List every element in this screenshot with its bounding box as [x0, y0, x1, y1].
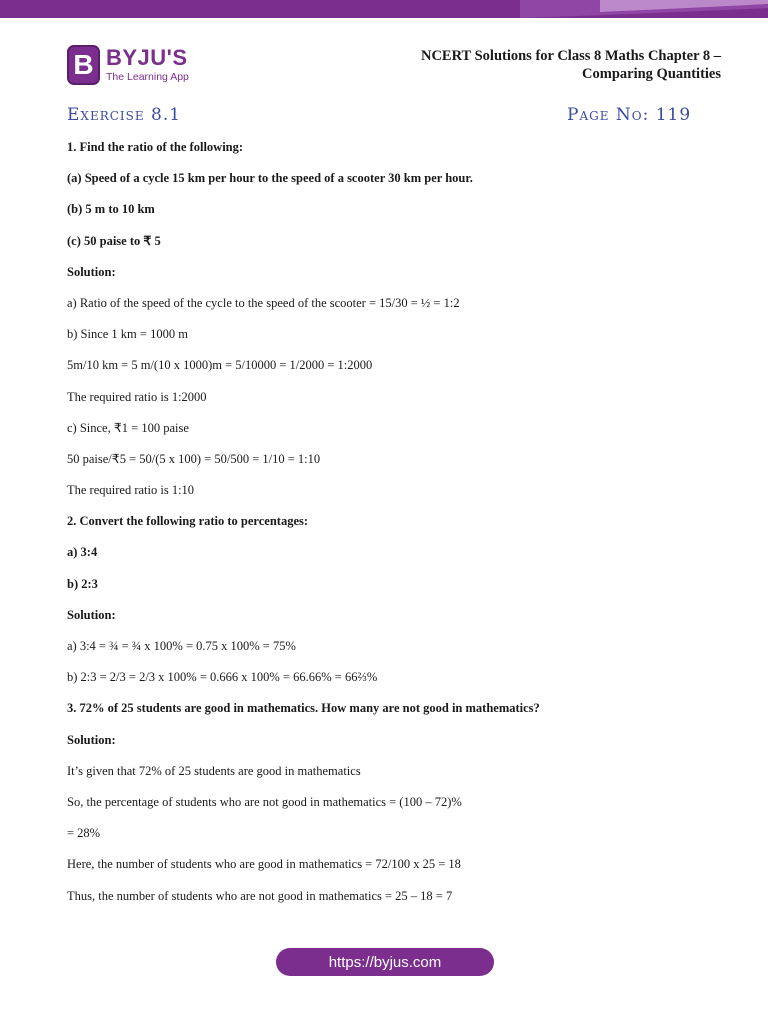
exercise-heading: Exercise 8.1	[67, 105, 182, 125]
footer-url-link[interactable]: https://byjus.com	[276, 948, 494, 976]
solution-line: 50 paise/₹5 = 50/(5 x 100) = 50/500 = 1/10 = 1:10	[67, 451, 321, 466]
question-line: Solution:	[67, 607, 116, 622]
solution-line: It’s given that 72% of 25 students are good in mathematics	[67, 763, 361, 778]
solution-line: The required ratio is 1:10	[67, 483, 195, 498]
solution-line: a) 3:4 = ¾ = ¾ x 100% = 0.75 x 100% = 75%	[67, 639, 296, 653]
question-line: 2. Convert the following ratio to percentages:	[67, 514, 309, 529]
document-title-line2: Comparing Quantities	[582, 66, 721, 82]
solution-line: a) Ratio of the speed of the cycle to the speed of the scooter = 15/30 = ½ = 1:2	[67, 295, 460, 310]
solution-line: So, the percentage of students who are not good in mathematics = (100 – 72)%	[67, 794, 462, 809]
brand-logo	[67, 45, 189, 85]
solution-line: c) Since, ₹1 = 100 paise	[67, 420, 189, 435]
top-banner	[0, 0, 768, 22]
question-line: Solution:	[67, 732, 116, 747]
question-line: Solution:	[67, 264, 116, 279]
solution-line: The required ratio is 1:2000	[67, 389, 207, 404]
solution-line: Thus, the number of students who are not good in mathematics = 25 – 18 = 7	[67, 888, 453, 903]
question-line: a) 3:4	[67, 545, 98, 560]
brand-logo-text	[106, 47, 189, 83]
top-banner-graphic	[0, 0, 768, 22]
solution-line: 5m/10 km = 5 m/(10 x 1000)m = 5/10000 = 1/2000 = 1:2000	[67, 358, 373, 373]
solution-line: b) Since 1 km = 1000 m	[67, 327, 188, 342]
question-line: 3. 72% of 25 students are good in mathematics. How many are not good in mathematics?	[67, 701, 540, 716]
brand-tagline: The Learning App	[106, 71, 189, 84]
question-line: 1. Find the ratio of the following:	[67, 140, 244, 154]
document-body	[67, 139, 727, 919]
brand-name: BYJU'S	[106, 45, 188, 71]
question-line: b) 2:3	[67, 576, 98, 591]
solution-line: = 28%	[67, 826, 101, 841]
solution-line: Here, the number of students who are good in mathematics = 72/100 x 25 = 18	[67, 857, 461, 872]
brand-logo-mark: B	[67, 45, 100, 85]
question-line: (b) 5 m to 10 km	[67, 202, 155, 217]
solution-line: b) 2:3 = 2/3 = 2/3 x 100% = 0.666 x 100% = 66.66% = 66⅔%	[67, 670, 378, 685]
page-number: Page No: 119	[567, 105, 692, 125]
document-title	[361, 47, 721, 83]
question-line: (a) Speed of a cycle 15 km per hour to the speed of a scooter 30 km per hour.	[67, 171, 473, 186]
question-line: (c) 50 paise to ₹ 5	[67, 233, 161, 248]
document-title-line1: NCERT Solutions for Class 8 Maths Chapter 8 –	[420, 48, 721, 64]
